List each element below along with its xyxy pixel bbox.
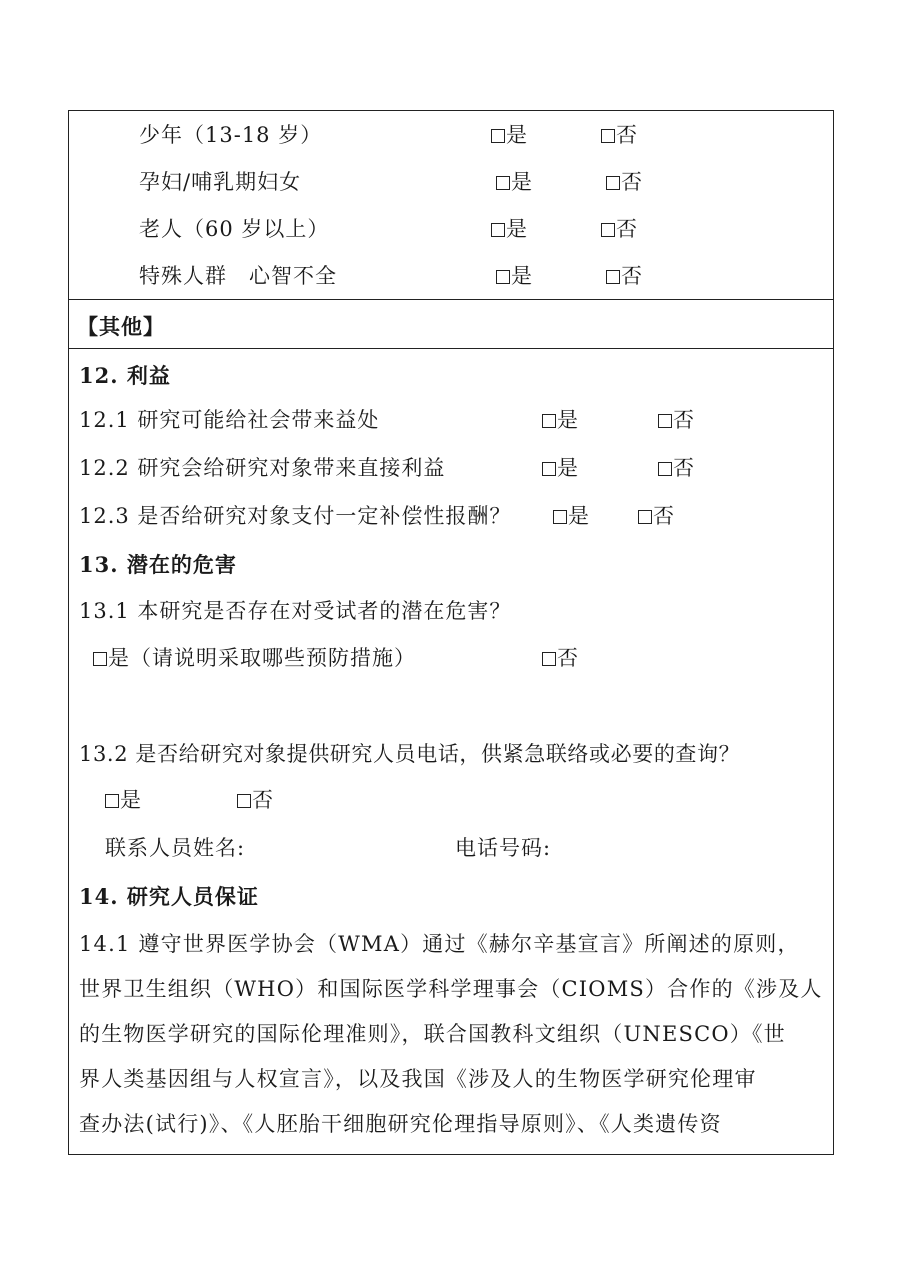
special-yes-checkbox[interactable]: 是 (496, 266, 532, 287)
guarantee-paragraph (79, 922, 824, 1147)
guarantee-line: 界人类基因组与人权宣言》，以及我国《涉及人的生物医学研究伦理审 (79, 1067, 757, 1091)
guarantee-line: 14.1 遵守世界医学协会（WMA）通过《赫尔辛基宣言》所阐述的原则， (79, 932, 800, 956)
harm-question-2: 13.2 是否给研究对象提供研究人员电话，供紧急联络或必要的查询？ (79, 742, 741, 766)
phone-label: 电话号码: (455, 836, 552, 860)
guarantee-line: 的生物医学研究的国际伦理准则》，联合国教科文组织（UNESCO）《世 (79, 1022, 786, 1046)
harm-yes-checkbox[interactable]: 是（请说明采取哪些预防措施） (93, 648, 416, 669)
benefit-item-society: 12.1 研究可能给社会带来益处 (79, 408, 380, 432)
checkbox-icon (496, 176, 510, 190)
benefit-item-direct: 12.2 研究会给研究对象带来直接利益 (79, 456, 446, 480)
elderly-no-checkbox[interactable]: 否 (601, 219, 637, 240)
direct-no-checkbox[interactable]: 否 (658, 458, 694, 479)
checkbox-icon (606, 270, 620, 284)
checkbox-icon (606, 176, 620, 190)
pregnant-no-checkbox[interactable]: 否 (606, 172, 642, 193)
contact-name-label: 联系人员姓名: (105, 836, 246, 860)
population-label-adolescent: 少年（13-18 岁） (139, 123, 323, 147)
checkbox-icon (496, 270, 510, 284)
population-label-elderly: 老人（60 岁以上） (139, 217, 330, 241)
compensation-yes-checkbox[interactable]: 是 (553, 506, 589, 527)
harm-heading: 13. 潜在的危害 (79, 552, 237, 577)
checkbox-icon (542, 652, 556, 666)
row-divider (69, 348, 833, 349)
special-no-checkbox[interactable]: 否 (606, 266, 642, 287)
harm-no-checkbox[interactable]: 否 (542, 648, 578, 669)
benefit-heading: 12. 利益 (79, 363, 171, 388)
checkbox-icon (601, 129, 615, 143)
guarantee-line: 查办法(试行)》、《人胚胎干细胞研究伦理指导原则》、《人类遗传资 (79, 1112, 722, 1136)
direct-yes-checkbox[interactable]: 是 (542, 458, 578, 479)
society-no-checkbox[interactable]: 否 (658, 410, 694, 431)
adolescent-no-checkbox[interactable]: 否 (601, 125, 637, 146)
checkbox-icon (601, 223, 615, 237)
society-yes-checkbox[interactable]: 是 (542, 410, 578, 431)
form-table (68, 110, 834, 1155)
checkbox-icon (491, 223, 505, 237)
checkbox-icon (658, 414, 672, 428)
checkbox-icon (237, 794, 251, 808)
benefit-item-compensation: 12.3 是否给研究对象支付一定补偿性报酬？ (79, 504, 512, 528)
adolescent-yes-checkbox[interactable]: 是 (491, 125, 527, 146)
elderly-yes-checkbox[interactable]: 是 (491, 219, 527, 240)
harm-question-1: 13.1 本研究是否存在对受试者的潜在危害？ (79, 599, 512, 623)
checkbox-icon (638, 510, 652, 524)
checkbox-icon (542, 414, 556, 428)
checkbox-icon (658, 462, 672, 476)
checkbox-icon (491, 129, 505, 143)
pregnant-yes-checkbox[interactable]: 是 (496, 172, 532, 193)
guarantee-heading: 14. 研究人员保证 (79, 884, 259, 909)
guarantee-line: 世界卫生组织（WHO）和国际医学科学理事会（CIOMS）合作的《涉及人 (79, 977, 823, 1001)
checkbox-icon (553, 510, 567, 524)
contact-yes-checkbox[interactable]: 是 (105, 790, 141, 811)
others-heading: 【其他】 (77, 314, 165, 339)
compensation-no-checkbox[interactable]: 否 (638, 506, 674, 527)
row-divider (69, 299, 833, 300)
checkbox-icon (93, 652, 107, 666)
population-label-special: 特殊人群 心智不全 (139, 264, 337, 288)
checkbox-icon (105, 794, 119, 808)
population-label-pregnant: 孕妇/哺乳期妇女 (139, 170, 302, 194)
checkbox-icon (542, 462, 556, 476)
contact-no-checkbox[interactable]: 否 (237, 790, 273, 811)
